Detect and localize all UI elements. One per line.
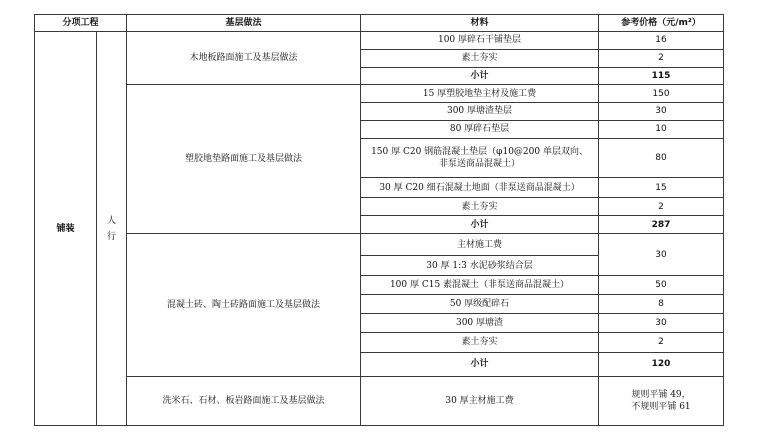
material-cell: 100 厚 C15 素混凝土（非泵送商品混凝土） (361, 276, 599, 295)
price-cell: 16 (599, 32, 724, 50)
material-cell: 30 厚 C20 细石混凝土地面（非泵送商品混凝土） (361, 178, 599, 198)
price-cell: 150 (599, 85, 724, 103)
material-cell: 素土夯实 (361, 49, 599, 67)
material-cell: 主材施工费 (361, 233, 599, 255)
method-stone: 洗米石、石材、板岩路面施工及基层做法 (127, 377, 361, 426)
material-cell: 150 厚 C20 钢筋混凝土垫层（φ10@200 单层双向、 非泵送商品混凝土） (361, 138, 599, 178)
subtotal-price: 115 (599, 67, 724, 85)
header-row (35, 15, 724, 32)
price-cell: 10 (599, 120, 724, 138)
subcategory-char-1: 人 (107, 215, 117, 226)
method-plastic: 塑胶地垫路面施工及基层做法 (127, 85, 361, 234)
material-cell: 300 厚塘渣垫层 (361, 103, 599, 121)
header-price: 参考价格（元/m²） (599, 15, 724, 32)
header-material: 材料 (361, 15, 599, 32)
material-cell: 100 厚碎石干铺垫层 (361, 32, 599, 50)
material-cell: 80 厚碎石垫层 (361, 120, 599, 138)
material-cell: 50 厚级配碎石 (361, 294, 599, 313)
material-cell: 素土夯实 (361, 198, 599, 216)
header-section: 分项工程 (35, 15, 127, 32)
price-cell: 2 (599, 198, 724, 216)
category-cell: 铺装 (35, 32, 97, 426)
material-cell: 300 厚塘渣 (361, 313, 599, 332)
subtotal-label: 小计 (361, 67, 599, 85)
material-cell: 30 厚主材施工费 (361, 377, 599, 426)
material-cell: 30 厚 1:3 水泥砂浆结合层 (361, 256, 599, 276)
price-cell: 80 (599, 138, 724, 178)
material-cell: 15 厚塑胶地垫主材及施工费 (361, 85, 599, 103)
table-row (35, 32, 724, 50)
price-cell: 2 (599, 49, 724, 67)
price-line-1: 规则平铺 49， (631, 390, 691, 401)
table-row (35, 377, 724, 426)
price-cell: 30 (599, 103, 724, 121)
price-cell: 2 (599, 332, 724, 352)
price-cell: 50 (599, 276, 724, 295)
price-line-2: 不规则平铺 61 (631, 402, 691, 413)
price-cell: 15 (599, 178, 724, 198)
price-cell (599, 377, 724, 426)
subcategory-char-2: 行 (107, 231, 117, 242)
price-cell: 30 (599, 313, 724, 332)
subtotal-label: 小计 (361, 352, 599, 376)
subtotal-price: 287 (599, 216, 724, 234)
subcategory-cell (97, 32, 127, 426)
material-cell: 素土夯实 (361, 332, 599, 352)
header-method: 基层做法 (127, 15, 361, 32)
subtotal-label: 小计 (361, 216, 599, 234)
price-cell: 30 (599, 233, 724, 275)
price-cell: 8 (599, 294, 724, 313)
subtotal-price: 120 (599, 352, 724, 376)
price-table (34, 14, 724, 426)
method-brick: 混凝土砖、陶土砖路面施工及基层做法 (127, 233, 361, 376)
table-row (35, 85, 724, 103)
table-row (35, 233, 724, 255)
method-wood: 木地板路面施工及基层做法 (127, 32, 361, 85)
